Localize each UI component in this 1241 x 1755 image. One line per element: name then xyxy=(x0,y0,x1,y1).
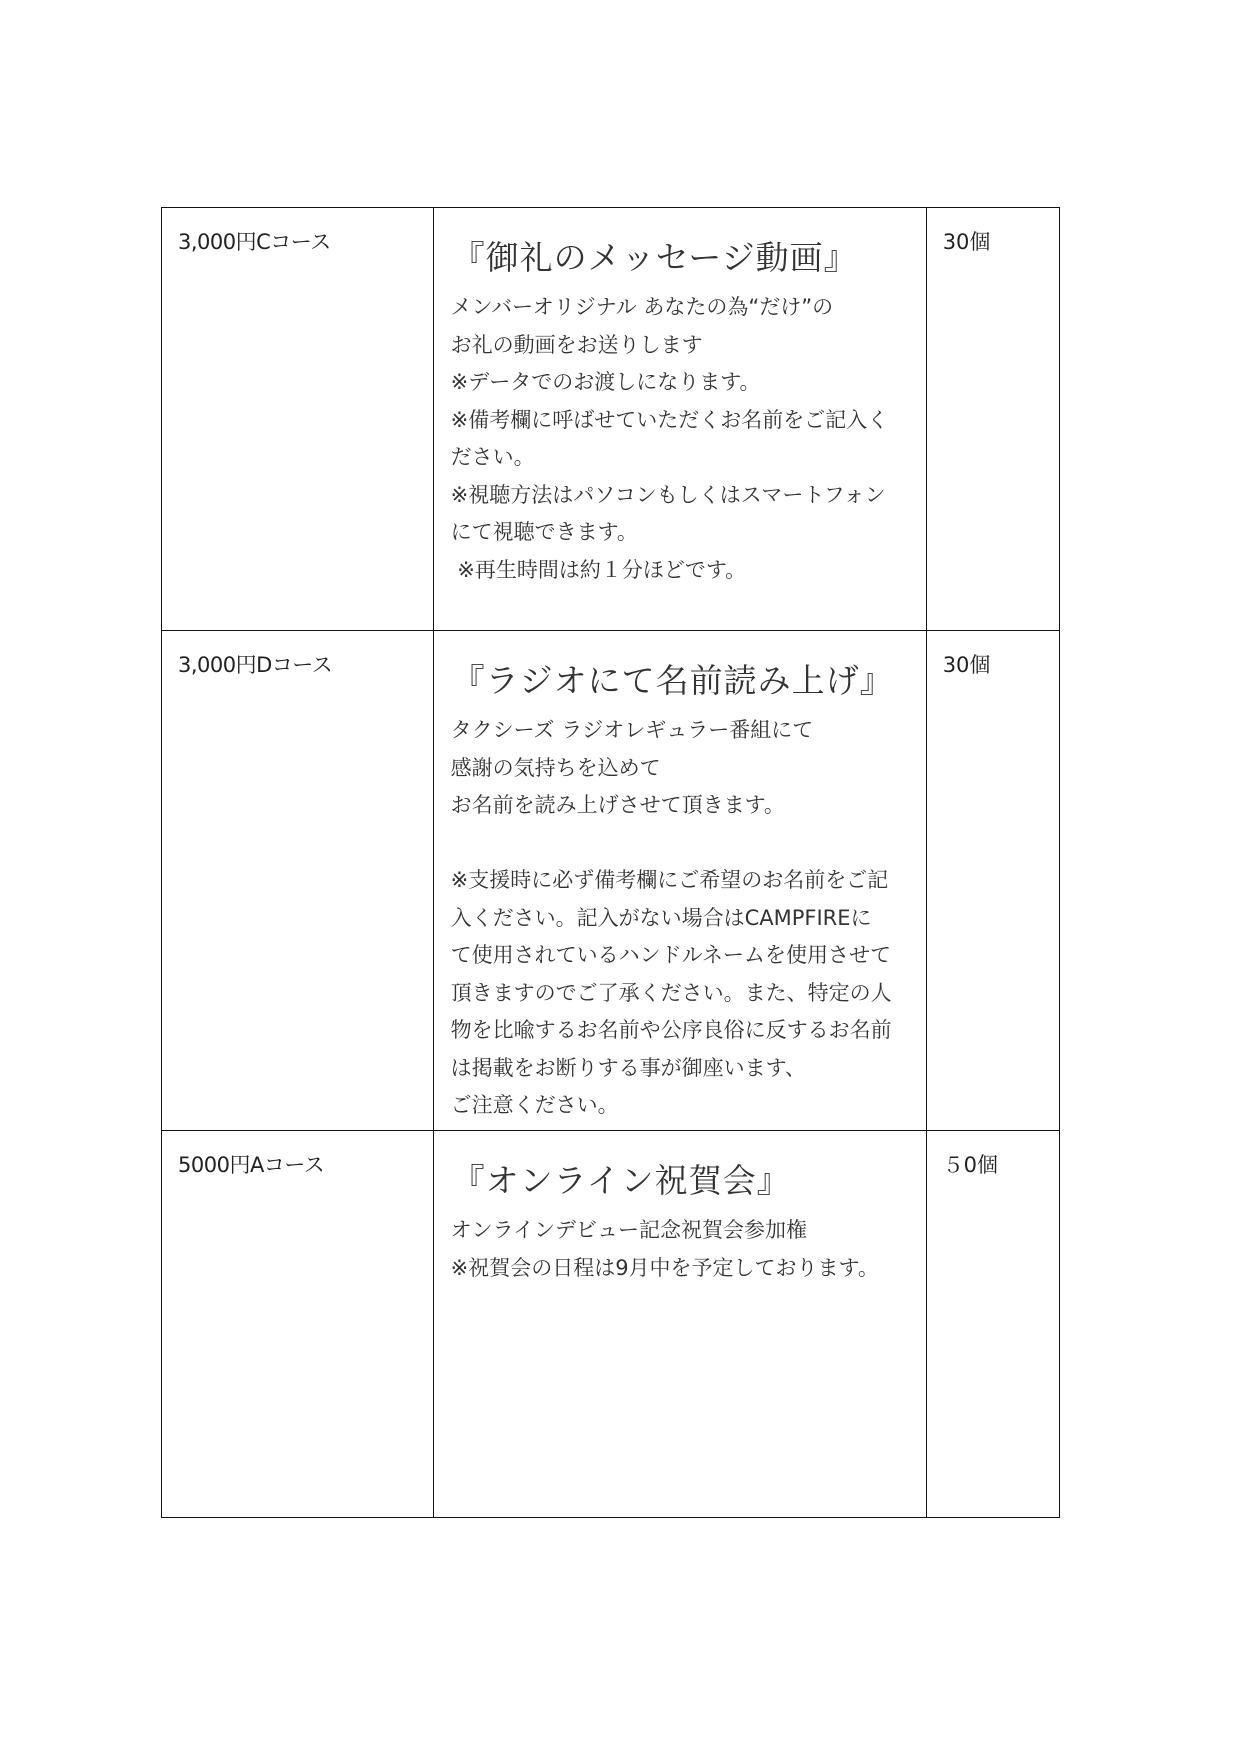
description-line: お礼の動画をお送りします xyxy=(450,332,703,357)
course-cell xyxy=(162,631,434,1131)
quantity-cell xyxy=(926,1131,1059,1518)
table-row xyxy=(162,208,1060,631)
quantity-cell xyxy=(926,631,1059,1131)
description-line: 入ください。記入がない場合はCAMPFIREに xyxy=(450,905,872,930)
reward-cell xyxy=(433,208,926,631)
course-name: 3,000円Cコース xyxy=(178,230,331,254)
reward-description xyxy=(434,702,926,1125)
quantity-cell xyxy=(926,208,1059,631)
quantity: 30個 xyxy=(942,230,991,254)
description-line: ださい。 xyxy=(450,445,535,469)
reward-cell xyxy=(433,631,926,1131)
description-line xyxy=(451,825,918,863)
description-line: 頂きますのでご了承ください。また、特定の人 xyxy=(450,980,892,1005)
description-line: ※祝賀会の日程は9月中を予定しております。 xyxy=(450,1255,879,1280)
quantity: ５0個 xyxy=(942,1153,999,1177)
course-name: 3,000円Dコース xyxy=(178,653,333,677)
description-line: ※視聴方法はパソコンもしくはスマートフォン xyxy=(450,482,886,507)
description-line: ※備考欄に呼ばせていただくお名前をご記入く xyxy=(450,407,889,432)
description-line: 物を比喩するお名前や公序良俗に反するお名前 xyxy=(450,1018,892,1042)
description-line: ※支援時に必ず備考欄にご希望のお名前をご記 xyxy=(450,868,889,892)
table-row xyxy=(162,631,1060,1131)
reward-description xyxy=(434,279,926,589)
description-line: オンラインデビュー記念祝賀会参加権 xyxy=(450,1218,807,1242)
course-cell xyxy=(162,1131,434,1518)
reward-description xyxy=(434,1202,926,1287)
course-name: 5000円Aコース xyxy=(178,1153,325,1177)
description-line: タクシーズ ラジオレギュラー番組にて xyxy=(450,718,814,742)
description-line: ※データでのお渡しになります。 xyxy=(450,370,761,394)
description-line: にて視聴できます。 xyxy=(450,520,638,544)
rewards-table xyxy=(161,207,1060,1518)
reward-cell xyxy=(433,1131,926,1518)
reward-title: 『ラジオにて名前読み上げ』 xyxy=(451,661,894,700)
course-cell xyxy=(162,208,434,631)
reward-title: 『オンライン祝賀会』 xyxy=(451,1161,791,1200)
description-line: ※再生時間は約１分ほどです。 xyxy=(450,557,747,582)
description-line: メンバーオリジナル あなたの為“だけ”の xyxy=(450,295,834,319)
quantity: 30個 xyxy=(942,653,991,677)
description-line: ご注意ください。 xyxy=(450,1093,619,1117)
description-line: お名前を読み上げさせて頂きます。 xyxy=(450,793,785,817)
table-row xyxy=(162,1131,1060,1518)
description-line: 感謝の気持ちを込めて xyxy=(450,755,661,780)
description-line: は掲載をお断りする事が御座います、 xyxy=(450,1055,806,1080)
reward-title: 『御礼のメッセージ動画』 xyxy=(451,238,858,277)
description-line: て使用されているハンドルネームを使用させて xyxy=(450,943,891,967)
